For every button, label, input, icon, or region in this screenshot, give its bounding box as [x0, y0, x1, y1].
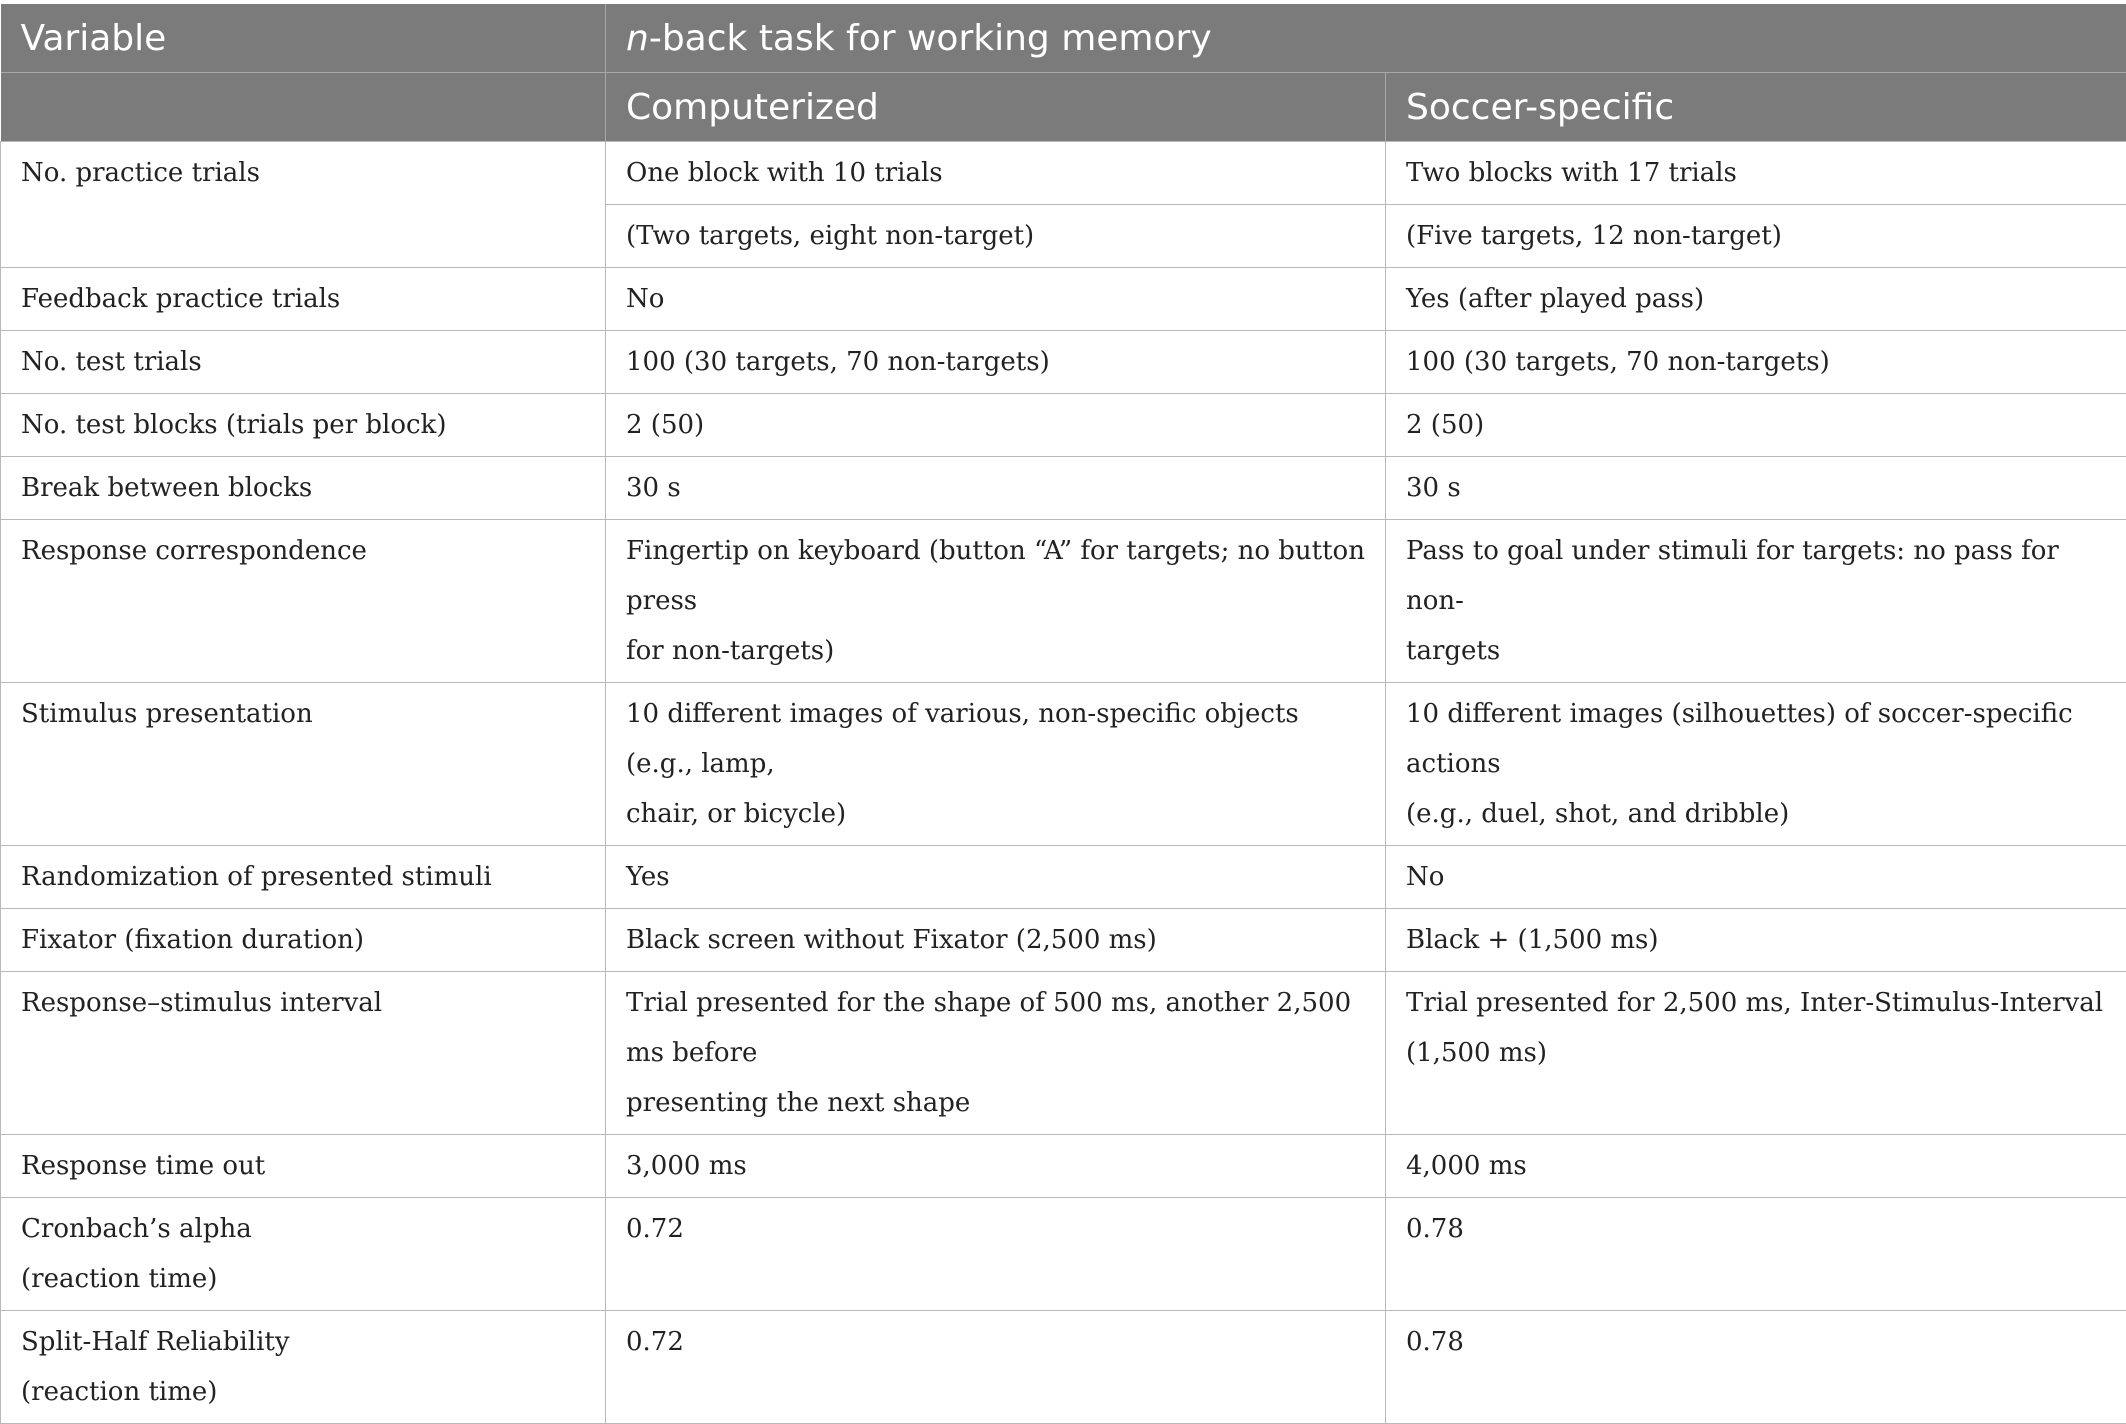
header-task-rest: -back task for working memory [649, 18, 1212, 59]
cell-variable: Split-Half Reliability (reaction time) [1, 1311, 606, 1424]
header-task [606, 4, 2126, 73]
cell-computerized: No [606, 268, 1386, 331]
header-task-italic: n [626, 18, 649, 59]
cell-soccer: Black + (1,500 ms) [1386, 909, 2126, 972]
cell-variable: Break between blocks [1, 457, 606, 520]
cell-variable: Feedback practice trials [1, 268, 606, 331]
cell-variable: Response correspondence [1, 520, 606, 683]
header-soccer-specific: Soccer-specific [1386, 73, 2126, 142]
cell-soccer: 0.78 [1386, 1311, 2126, 1424]
cell-computerized: 0.72 [606, 1198, 1386, 1311]
cell-soccer: 2 (50) [1386, 394, 2126, 457]
table-row [1, 457, 2126, 520]
cell-variable: Response time out [1, 1135, 606, 1198]
header-variable: Variable [1, 4, 606, 73]
cell-variable: Randomization of presented stimuli [1, 846, 606, 909]
cell-computerized: Yes [606, 846, 1386, 909]
cell-computerized: 3,000 ms [606, 1135, 1386, 1198]
cell-soccer: No [1386, 846, 2126, 909]
table-row [1, 683, 2126, 846]
cell-soccer: 100 (30 targets, 70 non-targets) [1386, 331, 2126, 394]
cell-soccer: Pass to goal under stimuli for targets: no pass for non- targets [1386, 520, 2126, 683]
cell-variable: No. practice trials [1, 142, 606, 268]
cell-variable: Stimulus presentation [1, 683, 606, 846]
table-row [1, 972, 2126, 1135]
table-row [1, 1198, 2126, 1311]
table-row [1, 394, 2126, 457]
table-body [1, 142, 2126, 1424]
header-row-1 [1, 4, 2126, 73]
table-row [1, 1311, 2126, 1424]
table-row [1, 1135, 2126, 1198]
cell-computerized: (Two targets, eight non-target) [606, 205, 1386, 268]
cell-variable: No. test trials [1, 331, 606, 394]
table-row [1, 331, 2126, 394]
table-row [1, 909, 2126, 972]
cell-soccer: 4,000 ms [1386, 1135, 2126, 1198]
table-row [1, 520, 2126, 683]
table-header [1, 4, 2126, 142]
table-row [1, 846, 2126, 909]
cell-computerized: Fingertip on keyboard (button “A” for targets; no button press for non-targets) [606, 520, 1386, 683]
header-row-2 [1, 73, 2126, 142]
cell-computerized: 10 different images of various, non-specific objects (e.g., lamp, chair, or bicycle) [606, 683, 1386, 846]
table-row [1, 268, 2126, 331]
cell-soccer: Yes (after played pass) [1386, 268, 2126, 331]
cell-computerized: 0.72 [606, 1311, 1386, 1424]
cell-variable: No. test blocks (trials per block) [1, 394, 606, 457]
cell-computerized: 2 (50) [606, 394, 1386, 457]
cell-soccer: Two blocks with 17 trials [1386, 142, 2126, 205]
header-computerized: Computerized [606, 73, 1386, 142]
cell-computerized: 30 s [606, 457, 1386, 520]
cell-computerized: 100 (30 targets, 70 non-targets) [606, 331, 1386, 394]
cell-computerized: Trial presented for the shape of 500 ms, another 2,500 ms before presenting the next shape [606, 972, 1386, 1135]
cell-computerized: One block with 10 trials [606, 142, 1386, 205]
table-row [1, 142, 2126, 205]
n-back-table-container [0, 4, 2126, 1424]
cell-soccer: 10 different images (silhouettes) of soccer-specific actions (e.g., duel, shot, and dribble) [1386, 683, 2126, 846]
cell-computerized: Black screen without Fixator (2,500 ms) [606, 909, 1386, 972]
n-back-comparison-table [0, 4, 2126, 1424]
header-empty [1, 73, 606, 142]
cell-variable: Fixator (fixation duration) [1, 909, 606, 972]
cell-variable: Response–stimulus interval [1, 972, 606, 1135]
cell-soccer: 0.78 [1386, 1198, 2126, 1311]
cell-variable: Cronbach’s alpha (reaction time) [1, 1198, 606, 1311]
cell-soccer: 30 s [1386, 457, 2126, 520]
cell-soccer: (Five targets, 12 non-target) [1386, 205, 2126, 268]
cell-soccer: Trial presented for 2,500 ms, Inter-Stimulus-Interval (1,500 ms) [1386, 972, 2126, 1135]
